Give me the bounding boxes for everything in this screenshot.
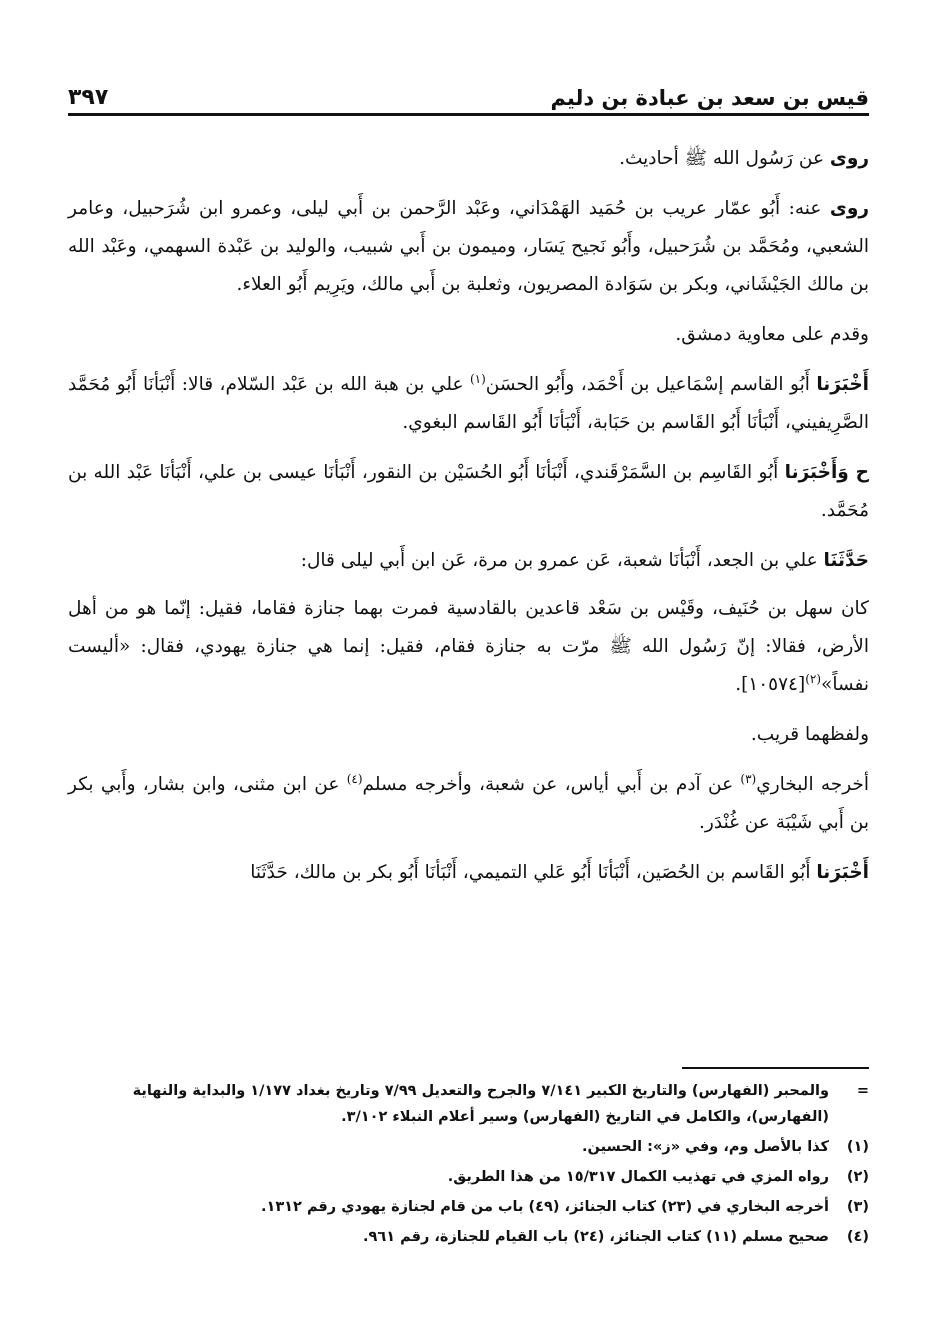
paragraph-lead: حَدَّثَنَا: [823, 550, 869, 571]
running-title: قيس بن سعد بن عبادة بن دليم: [550, 86, 869, 110]
footnotes: [68, 1078, 869, 1254]
footnote-ref[interactable]: (٢): [805, 671, 822, 686]
footnote: [68, 1164, 869, 1190]
footnote-ref[interactable]: (٣): [740, 771, 757, 786]
footnote-text: والمحبر (الفهارس) والتاريخ الكبير ٧/١٤١ والجرح والتعديل ٧/٩٩ وتاريخ بغداد ١/١٧٧ والبداية والنهاية (الفهارس)، والكامل في التاريخ (الفهارس) وسير أعلام النبلاء ٣/١٠٢.: [132, 1083, 829, 1125]
paragraph-text: وقدم على معاوية دمشق.: [675, 324, 869, 345]
paragraph-text: عن ابن مثنى، وابن بشار، وأَبي بكر بن أَبي شَيْبَة عن غُنْدَر.: [68, 774, 869, 833]
paragraph: [68, 140, 869, 178]
paragraph: [68, 454, 869, 530]
paragraph: [68, 590, 869, 704]
footnote: [68, 1078, 869, 1130]
footnote-rule: [682, 1067, 869, 1069]
page-header: [68, 66, 869, 110]
paragraph: [68, 316, 869, 354]
header-rule: [68, 113, 869, 116]
page-number: ٣٩٧: [68, 85, 109, 110]
paragraph-text: عنه: أَبُو عمّار عريب بن حُمَيد الهَمْدَاني، وعَبْد الرَّحمن بن أَبي ليلى، وعمرو ابن شُرَحبيل، وعامر الشعبي، ومُحَمَّد بن شُرَحبيل، وأَبُو نَجيح يَسَار، وميمون بن أَبي شبيب، والوليد بن عَبْدة السهمي، وعَبْد الله بن مالك الجَيْشَاني، وبكر بن سَوَادة المصريون، وثعلبة بن أَبي مالك، ويَرِيم أَبُو العلاء.: [68, 198, 869, 295]
paragraph: [68, 716, 869, 754]
paragraph-lead: روى: [829, 148, 869, 169]
paragraph-text: علي بن الجعد، أَنْبَأنَا شعبة، عَن عمرو بن مرة، عَن ابن أَبي ليلى قال:: [300, 550, 818, 571]
paragraph: [68, 766, 869, 842]
footnote: [68, 1134, 869, 1160]
paragraph: [68, 854, 869, 892]
footnote-text: صحيح مسلم (١١) كتاب الجنائز، (٢٤) باب القيام للجنازة، رقم ٩٦١.: [362, 1229, 829, 1245]
paragraph-lead: أَخْبَرَنا: [816, 374, 869, 395]
footnote-mark: (٢): [846, 1169, 869, 1185]
paragraph: [68, 542, 869, 580]
paragraph-text: أَبُو القَاسِم بن السَّمَرْقَندي، أَنْبَأنَا أَبُو الحُسَيْن بن النقور، أَنْبَأنَا عيسى بن علي، أَنْبَأنَا عَبْد الله بن مُحَمَّد.: [68, 462, 869, 521]
paragraph-text: عن رَسُول الله ﷺ أحاديث.: [619, 148, 824, 169]
paragraph-lead: أَخْبَرَنا: [816, 862, 869, 883]
paragraph-text: ولفظهما قريب.: [750, 724, 869, 745]
footnote-ref[interactable]: (١): [469, 371, 486, 386]
footnote-mark: =: [856, 1083, 869, 1099]
paragraph-text: عن آدم بن أَبي أياس، عن شعبة، وأخرجه مسلم: [362, 774, 734, 795]
footnote: [68, 1194, 869, 1220]
paragraph-text: أخرجه البخاري: [756, 774, 870, 795]
footnote-text: كذا بالأصل وم، وفي «ز»: الحسين.: [582, 1139, 829, 1155]
footnote-text: أخرجه البخاري في (٢٣) كتاب الجنائز، (٤٩) باب من قام لجنازة يهودي رقم ١٣١٢.: [260, 1199, 829, 1215]
paragraph-lead: روى: [829, 198, 870, 219]
footnote-mark: (١): [846, 1139, 869, 1155]
paragraph-text: [١٠٥٧٤].: [735, 674, 806, 695]
paragraph-text: أَبُو القاسم إسْمَاعيل بن أَحْمَد، وأَبُو الحسَن: [485, 374, 810, 395]
paragraph-text: علي بن هبة الله بن عَبْد السّلام، قالا: أَنْبَأنَا أَبُو مُحَمَّد الصَّرِيفيني، أَنْبَأنَا أَبُو القَاسم بن حَبَابة، أَنْبَأنَا أَبُو القَاسم البغوي.: [68, 374, 869, 433]
main-text: [68, 140, 869, 904]
paragraph-text: أَبُو القَاسم بن الحُصَين، أَنْبَأنَا أَبُو عَلي التميمي، أَنْبَأنَا أَبُو بكر بن مالك، حَدَّثَنَا: [250, 862, 811, 883]
footnote-text: رواه المزي في تهذيب الكمال ١٥/٣١٧ من هذا الطريق.: [447, 1169, 829, 1185]
paragraph-lead: ح وَأَخْبَرَنا: [784, 462, 869, 483]
footnote-ref[interactable]: (٤): [346, 771, 363, 786]
paragraph-text: كان سهل بن حُنَيف، وقَيْس بن سَعْد قاعدين بالقادسية فمرت بهما جنازة فقاما، فقيل: إنّما هو من أهل الأرض، فقالا: إنّ رَسُول الله ﷺ مرّت به جنازة فقام، فقيل: إنما هي جنازة يهودي، فقال: «أليست نفساً»: [68, 598, 869, 695]
footnote: [68, 1224, 869, 1250]
paragraph: [68, 366, 869, 442]
footnote-mark: (٤): [846, 1229, 869, 1245]
paragraph: [68, 190, 869, 304]
footnote-mark: (٣): [846, 1199, 869, 1215]
